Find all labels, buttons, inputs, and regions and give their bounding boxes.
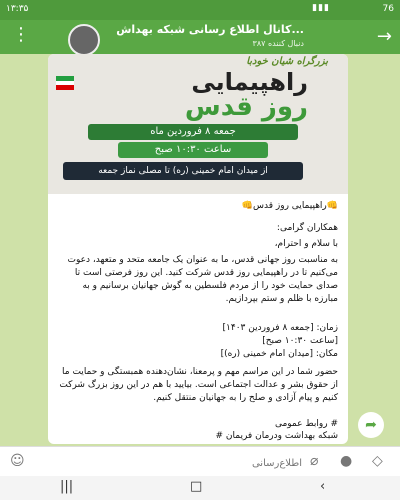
subscriber-count: ۳۸۷ دنبال کننده (252, 39, 304, 48)
message-time: زمان: [جمعه ۸ فروردین ۱۴۰۳] (222, 323, 338, 333)
back-arrow-icon[interactable]: → (376, 26, 392, 47)
poster-date: جمعه ۸ فروردین ماه (88, 124, 298, 140)
home-icon[interactable]: □ (190, 479, 203, 494)
message-signature: شبکه بهداشت ودرمان فریمان # (215, 431, 338, 441)
poster-brand: بزرگراه شیان خودبا (246, 56, 328, 67)
sticker-icon[interactable]: ◇ (372, 453, 383, 469)
share-icon[interactable]: ➦ (358, 412, 384, 438)
poster-title-line2: روز قدس (184, 92, 308, 122)
poster-image[interactable] (48, 54, 348, 194)
message-headline: 👊راهپیمایی روز قدس👊 (241, 201, 338, 211)
chat-header (0, 20, 400, 54)
message-hour: [ساعت ۱۰:۳۰ صبح] (262, 336, 338, 346)
message-hashtag: # روابط عمومی (274, 419, 338, 429)
mic-icon[interactable]: ● (340, 453, 353, 469)
system-nav-bar (0, 476, 400, 500)
attach-icon[interactable]: ⌀ (310, 453, 319, 469)
recent-apps-icon[interactable]: ||| (60, 479, 74, 494)
message-input[interactable] (40, 451, 304, 475)
message-paragraph-1: به مناسبت روز جهانی قدس، ما به عنوان یک جامعه متحد و متعهد، دعوت می‌کنیم تا در راهپیمایی روز قدس شرکت کنید. این روز فرصتی است تا صدای حمایت خود را از مردم فلسطین به گوش جهانیان برسانیم و به مبارزه با ظلم و ستم بپردازیم. (67, 255, 338, 304)
signal-icon: ▮▮▮ (312, 3, 330, 13)
status-bar (0, 0, 400, 20)
message-input-bar (0, 446, 400, 477)
poster-title-line1: راهپیمایی (191, 68, 308, 96)
poster-location: از میدان امام خمینی (ره) تا مصلی نماز جمعه (63, 162, 303, 180)
poster-time: ساعت ۱۰:۳۰ صبح (118, 142, 268, 158)
emoji-icon[interactable]: ☺ (10, 453, 25, 469)
status-time: ۱۳:۳۵ (6, 4, 29, 14)
battery-icon: 76 (382, 4, 394, 14)
iran-flag-icon (56, 76, 74, 90)
message-bubble[interactable] (48, 54, 348, 444)
message-place: مکان: [میدان امام خمینی (ره)] (220, 349, 338, 359)
message-paragraph-2: حضور شما در این مراسم مهم و پرمعنا، نشان‌دهنده همبستگی و حمایت ما از حقوق بشر و عدالت اجتماعی است. بیایید با هم در این روز بزرگ شرکت کنیم و پیام آزادی و صلح را به جهانیان منتقل کنیم. (59, 367, 338, 403)
message-greeting: همکاران گرامی: (276, 223, 338, 233)
message-salutation: با سلام و احترام، (274, 239, 338, 249)
back-icon[interactable]: ‹ (320, 479, 326, 494)
channel-avatar[interactable] (68, 24, 100, 56)
more-vert-icon[interactable]: ⋮ (12, 24, 30, 45)
channel-title[interactable]: کانال اطلاع رسانی شبکه بهداش... (116, 23, 304, 36)
